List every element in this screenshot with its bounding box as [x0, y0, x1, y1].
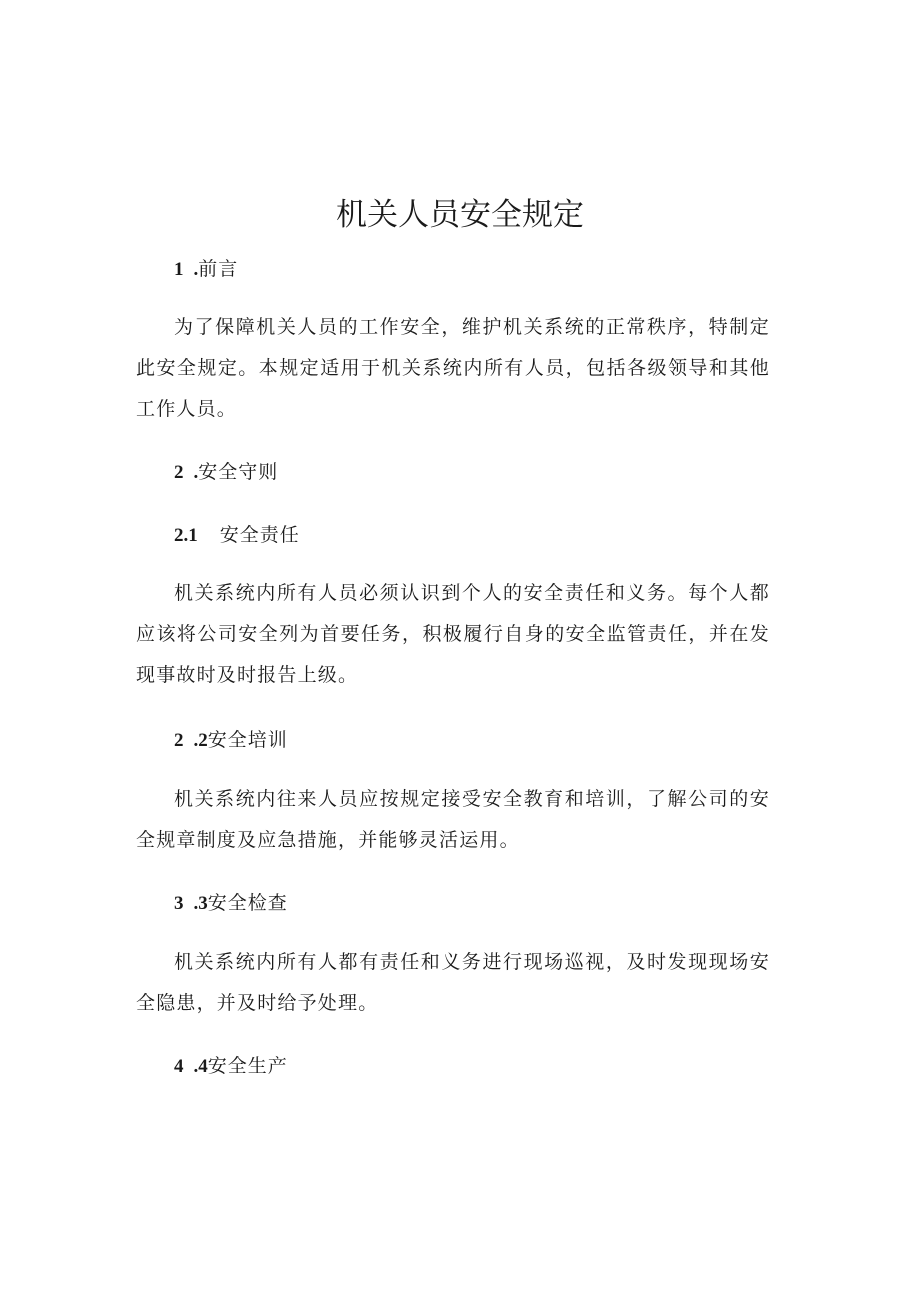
paragraph-preface: 为了保障机关人员的工作安全，维护机关系统的正常秩序，特制定此安全规定。本规定适用于机关系统内所有人员，包括各级领导和其他工作人员。: [136, 316, 770, 420]
section-heading-2-1: [174, 521, 300, 550]
section-title: 安全检查: [207, 892, 288, 914]
section-heading-3-3: [174, 889, 288, 918]
section-title: 安全责任: [219, 524, 300, 546]
section-dot: .3: [193, 893, 208, 914]
section-number: 2: [174, 730, 184, 751]
document-title: 机关人员安全规定: [336, 197, 584, 233]
section-number: 2: [174, 462, 184, 483]
section-heading-4-4: [174, 1052, 288, 1081]
paragraph-safety-training: 机关系统内往来人员应按规定接受安全教育和培训，了解公司的安全规章制度及应急措施，并能够灵活运用。: [136, 788, 770, 851]
section-heading-2: [174, 458, 278, 487]
section-title: 安全培训: [207, 729, 288, 751]
section-dot: .2: [193, 730, 208, 751]
section-number: 3: [174, 893, 184, 914]
paragraph-safety-responsibility: 机关系统内所有人员必须认识到个人的安全责任和义务。每个人都应该将公司安全列为首要任务，积极履行自身的安全监管责任，并在发现事故时及时报告上级。: [136, 582, 770, 686]
section-heading-2-2: [174, 726, 288, 755]
section-title: 前言: [198, 258, 239, 280]
section-dot: .: [193, 462, 199, 483]
section-dot: .: [193, 259, 199, 280]
paragraph-safety-inspection: 机关系统内所有人都有责任和义务进行现场巡视，及时发现现场安全隐患，并及时给予处理。: [136, 951, 770, 1014]
section-number: 2.1: [174, 525, 198, 546]
section-title: 安全守则: [198, 461, 279, 483]
section-title: 安全生产: [207, 1055, 288, 1077]
section-heading-1: [174, 255, 238, 284]
section-dot: .4: [193, 1056, 208, 1077]
section-number: 4: [174, 1056, 184, 1077]
section-number: 1: [174, 259, 184, 280]
